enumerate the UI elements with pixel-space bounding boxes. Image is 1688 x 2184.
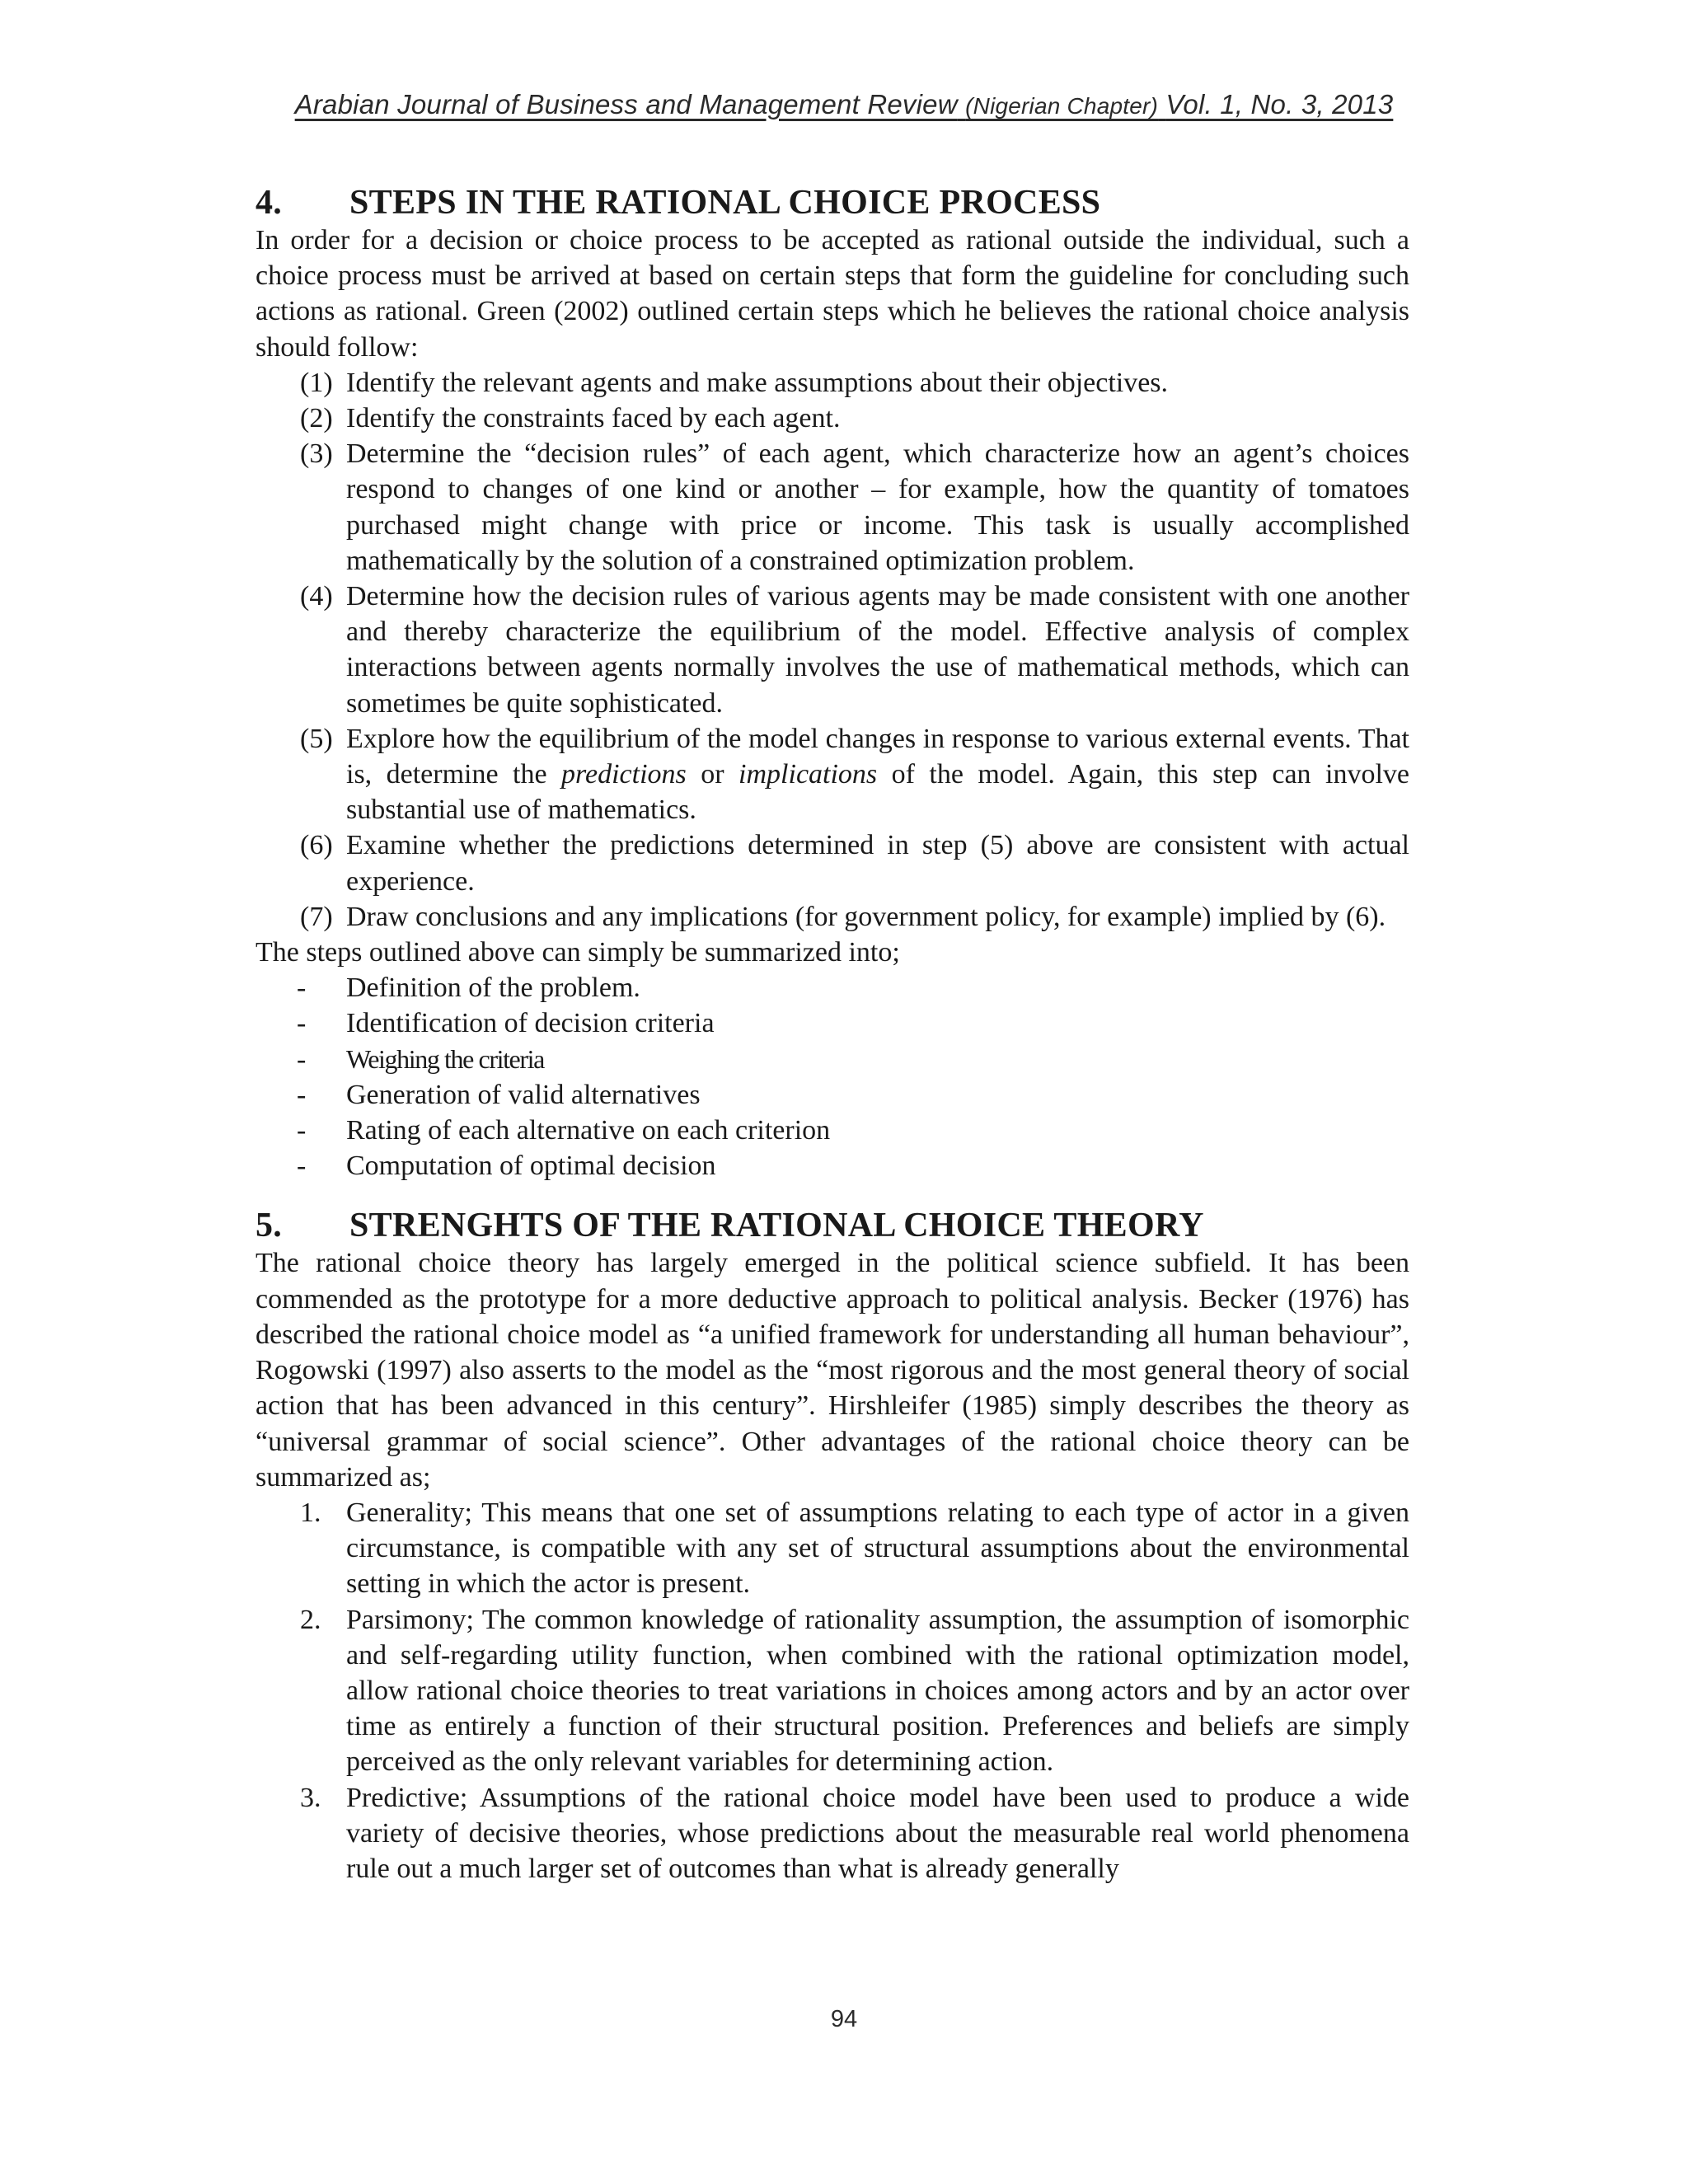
- list-item: [300, 1602, 1409, 1780]
- dash-marker: -: [297, 1043, 307, 1075]
- list-item-label: (1): [300, 367, 333, 398]
- section-5-title: STRENGHTS OF THE RATIONAL CHOICE THEORY: [349, 1207, 1204, 1245]
- list-item: [297, 970, 1409, 1005]
- list-item: [300, 899, 1409, 935]
- section-spacer: [256, 1183, 1409, 1206]
- list-item: [300, 827, 1409, 898]
- section-5-intro: The rational choice theory has largely emerged in the political science subfield. It has been commended as the prototype for a more deductive approach to political analysis. Becker (1976) has described the rational choice model as “a unified framework for understanding all human behaviour”, Rogowski (1997) also asserts to the model as the “most rigorous and the most general theory of social action that has been advanced in this century”. Hirshleifer (1985) simply describes the theory as “universal grammar of social science”. Other advantages of the rational choice theory can be summarized as;: [256, 1248, 1409, 1493]
- list-item-text: Computation of optimal decision: [346, 1151, 716, 1182]
- advantages-list: [256, 1495, 1409, 1886]
- summary-intro: The steps outlined above can simply be summarized into;: [256, 937, 900, 968]
- body-text: [256, 183, 1409, 1886]
- steps-list: [256, 365, 1409, 935]
- list-item-text: Examine whether the predictions determined in step (5) above are consistent with actual experience.: [346, 830, 1409, 897]
- section-4-heading: [256, 183, 1409, 223]
- list-item-label: 2.: [300, 1604, 321, 1635]
- page-number: 94: [830, 2006, 858, 2032]
- list-item-label: (2): [300, 403, 333, 434]
- list-item: [297, 1148, 1409, 1183]
- running-header: [0, 89, 1688, 120]
- list-item: [300, 436, 1409, 579]
- step-5-text-mid: or: [686, 759, 739, 790]
- list-item-text: Rating of each alternative on each criterion: [346, 1115, 831, 1146]
- step-5-text-end: of the model. Again, this step can involve substantial use of mathematics.: [346, 759, 1409, 826]
- section-4-intro: In order for a decision or choice process to be accepted as rational outside the individual, such a choice process must be arrived at based on certain steps that form the guideline for concluding such actions as rational. Green (2002) outlined certain steps which he believes the rational choice analysis should follow:: [256, 225, 1409, 363]
- list-item: [297, 1042, 1409, 1077]
- list-item-text: Draw conclusions and any implications (for government policy, for example) implied by (6).: [346, 901, 1386, 932]
- list-item-label: (6): [300, 830, 333, 861]
- section-5-number: 5.: [256, 1207, 283, 1245]
- list-item: [297, 1077, 1409, 1113]
- list-item: [297, 1005, 1409, 1041]
- list-item: [300, 365, 1409, 401]
- list-item-text: Parsimony; The common knowledge of rationality assumption, the assumption of isomorphic and self-regarding utility function, when combined with the rational optimization model, allow rational choice theories to treat variations in choices among actors and by an actor over time as entirely a function of their structural position. Preferences and beliefs are simply perceived as the only relevant variables for determining action.: [346, 1604, 1409, 1778]
- section-5-heading: [256, 1206, 1409, 1245]
- list-item-text: [346, 721, 1409, 828]
- section-4-title: STEPS IN THE RATIONAL CHOICE PROCESS: [349, 184, 1101, 222]
- list-item-text: Generation of valid alternatives: [346, 1079, 701, 1110]
- list-item-text: Identify the relevant agents and make assumptions about their objectives.: [346, 367, 1169, 398]
- dash-marker: -: [297, 1115, 307, 1146]
- step-5-text-start: Explore how the equilibrium of the model changes in response to various external events. That is, determine the: [346, 723, 1409, 790]
- list-item-text: Determine the “decision rules” of each agent, which characterize how an agent’s choices respond to changes of one kind or another – for example, how the quantity of tomatoes purchased might change with price or income. This task is usually accomplished mathematically by the solution of a constrained optimization problem.: [346, 438, 1409, 576]
- section-4-number: 4.: [256, 184, 283, 222]
- list-item-label: (5): [300, 723, 333, 754]
- list-item-text: Generality; This means that one set of assumptions relating to each type of actor in a given circumstance, is compatible with any set of structural assumptions about the environmental setting in which the actor is present.: [346, 1497, 1409, 1600]
- list-item: [300, 579, 1409, 721]
- journal-volume: Vol. 1, No. 3, 2013: [1165, 89, 1394, 120]
- list-item-label: (4): [300, 581, 333, 612]
- list-item-text: Determine how the decision rules of various agents may be made consistent with one another and thereby characterize the equilibrium of the model. Effective analysis of complex interactions between agents normally involves the use of mathematical methods, which can sometimes be quite sophisticated.: [346, 581, 1409, 719]
- journal-title: Arabian Journal of Business and Management Review: [294, 89, 958, 120]
- list-item: [300, 721, 1409, 828]
- summary-list: [256, 970, 1409, 1183]
- journal-chapter: (Nigerian Chapter): [965, 93, 1159, 119]
- list-item-label: (7): [300, 901, 333, 932]
- dash-marker: -: [297, 972, 307, 1004]
- list-item: [300, 1780, 1409, 1887]
- emphasis-implications: implications: [738, 759, 878, 790]
- list-item-text: Identification of decision criteria: [346, 1008, 715, 1039]
- list-item-label: 1.: [300, 1497, 321, 1528]
- dash-marker: -: [297, 1151, 307, 1182]
- dash-marker: -: [297, 1079, 307, 1110]
- list-item-text: Definition of the problem.: [346, 972, 640, 1004]
- dash-marker: -: [297, 1008, 307, 1039]
- list-item-label: (3): [300, 438, 333, 470]
- list-item: [300, 401, 1409, 436]
- list-item: [297, 1113, 1409, 1148]
- list-item-text: Weighing the criteria: [346, 1043, 544, 1074]
- list-item-text: Predictive; Assumptions of the rational choice model have been used to produce a wide variety of decisive theories, whose predictions about the measurable real world phenomena rule out a much larger set of outcomes than what is already generally: [346, 1782, 1409, 1884]
- list-item: [300, 1495, 1409, 1602]
- emphasis-predictions: predictions: [561, 759, 687, 790]
- list-item-text: Identify the constraints faced by each agent.: [346, 403, 841, 434]
- list-item-label: 3.: [300, 1782, 321, 1813]
